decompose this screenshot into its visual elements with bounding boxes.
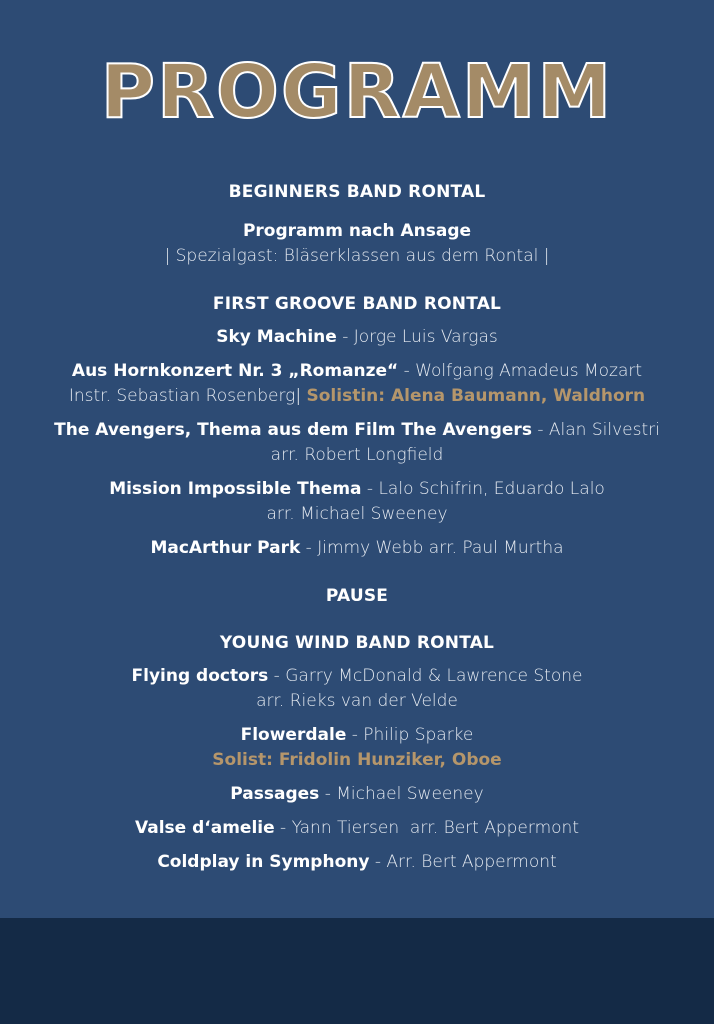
program-note: Programm nach Ansage	[242, 221, 472, 241]
composer: - Philip Sparke	[346, 725, 474, 745]
composer: - Jimmy Webb arr. Paul Murtha	[300, 538, 564, 558]
work-title: Aus Hornkonzert Nr. 3 „Romanze“	[71, 361, 399, 381]
composer: - Garry McDonald & Lawrence Stone	[268, 666, 583, 686]
footer-band	[0, 918, 714, 1024]
section-heading-beginners: BEGINNERS BAND RONTAL	[228, 182, 486, 202]
work-title: Passages	[230, 784, 320, 804]
work-title: The Avengers, Thema aus dem Film The Avengers	[54, 420, 532, 440]
work-title: Flowerdale	[240, 725, 347, 745]
soloist: Solistin: Alena Baumann, Waldhorn	[306, 386, 646, 406]
arranger: Instr. Sebastian Rosenberg	[68, 386, 296, 406]
work-title: Coldplay in Symphony	[157, 852, 370, 872]
section-heading-first-groove: FIRST GROOVE BAND RONTAL	[212, 294, 502, 314]
work-title: Mission Impossible Thema	[109, 479, 362, 499]
special-guest-line: | Spezialgast: Bläserklassen aus dem Rontal |	[164, 246, 550, 266]
composer: - Wolfgang Amadeus Mozart	[398, 361, 643, 381]
composer: - Jorge Luis Vargas	[336, 327, 498, 347]
page-title: PROGRAMM	[100, 49, 614, 135]
work-title: MacArthur Park	[150, 538, 301, 558]
composer: - Lalo Schifrin, Eduardo Lalo	[361, 479, 605, 499]
separator: |	[295, 386, 302, 406]
program-entry	[0, 359, 714, 409]
work-title: Flying doctors	[131, 666, 269, 686]
program-entry	[0, 664, 714, 714]
program-entry	[0, 850, 714, 875]
work-title: Valse d‘amelie	[135, 818, 275, 838]
arranger: arr. Rieks van der Velde	[256, 691, 458, 711]
program-entry	[0, 325, 714, 350]
composer: - Arr. Bert Appermont	[369, 852, 557, 872]
section-heading-young-wind: YOUNG WIND BAND RONTAL	[219, 633, 495, 653]
composer: - Yann Tiersen arr. Bert Appermont	[274, 818, 579, 838]
program-entry	[0, 477, 714, 527]
composer: - Michael Sweeney	[319, 784, 484, 804]
arranger: arr. Michael Sweeney	[266, 504, 448, 524]
pause-heading: PAUSE	[325, 586, 389, 606]
program-entry	[0, 723, 714, 773]
program-entry	[0, 816, 714, 841]
work-title: Sky Machine	[216, 327, 337, 347]
program-entry	[0, 536, 714, 561]
program-entry	[0, 219, 714, 269]
program-entry	[0, 418, 714, 468]
arranger: arr. Robert Longfield	[270, 445, 444, 465]
program-content	[0, 180, 714, 875]
composer: - Alan Silvestri	[531, 420, 660, 440]
program-entry	[0, 782, 714, 807]
soloist: Solist: Fridolin Hunziker, Oboe	[212, 750, 502, 770]
